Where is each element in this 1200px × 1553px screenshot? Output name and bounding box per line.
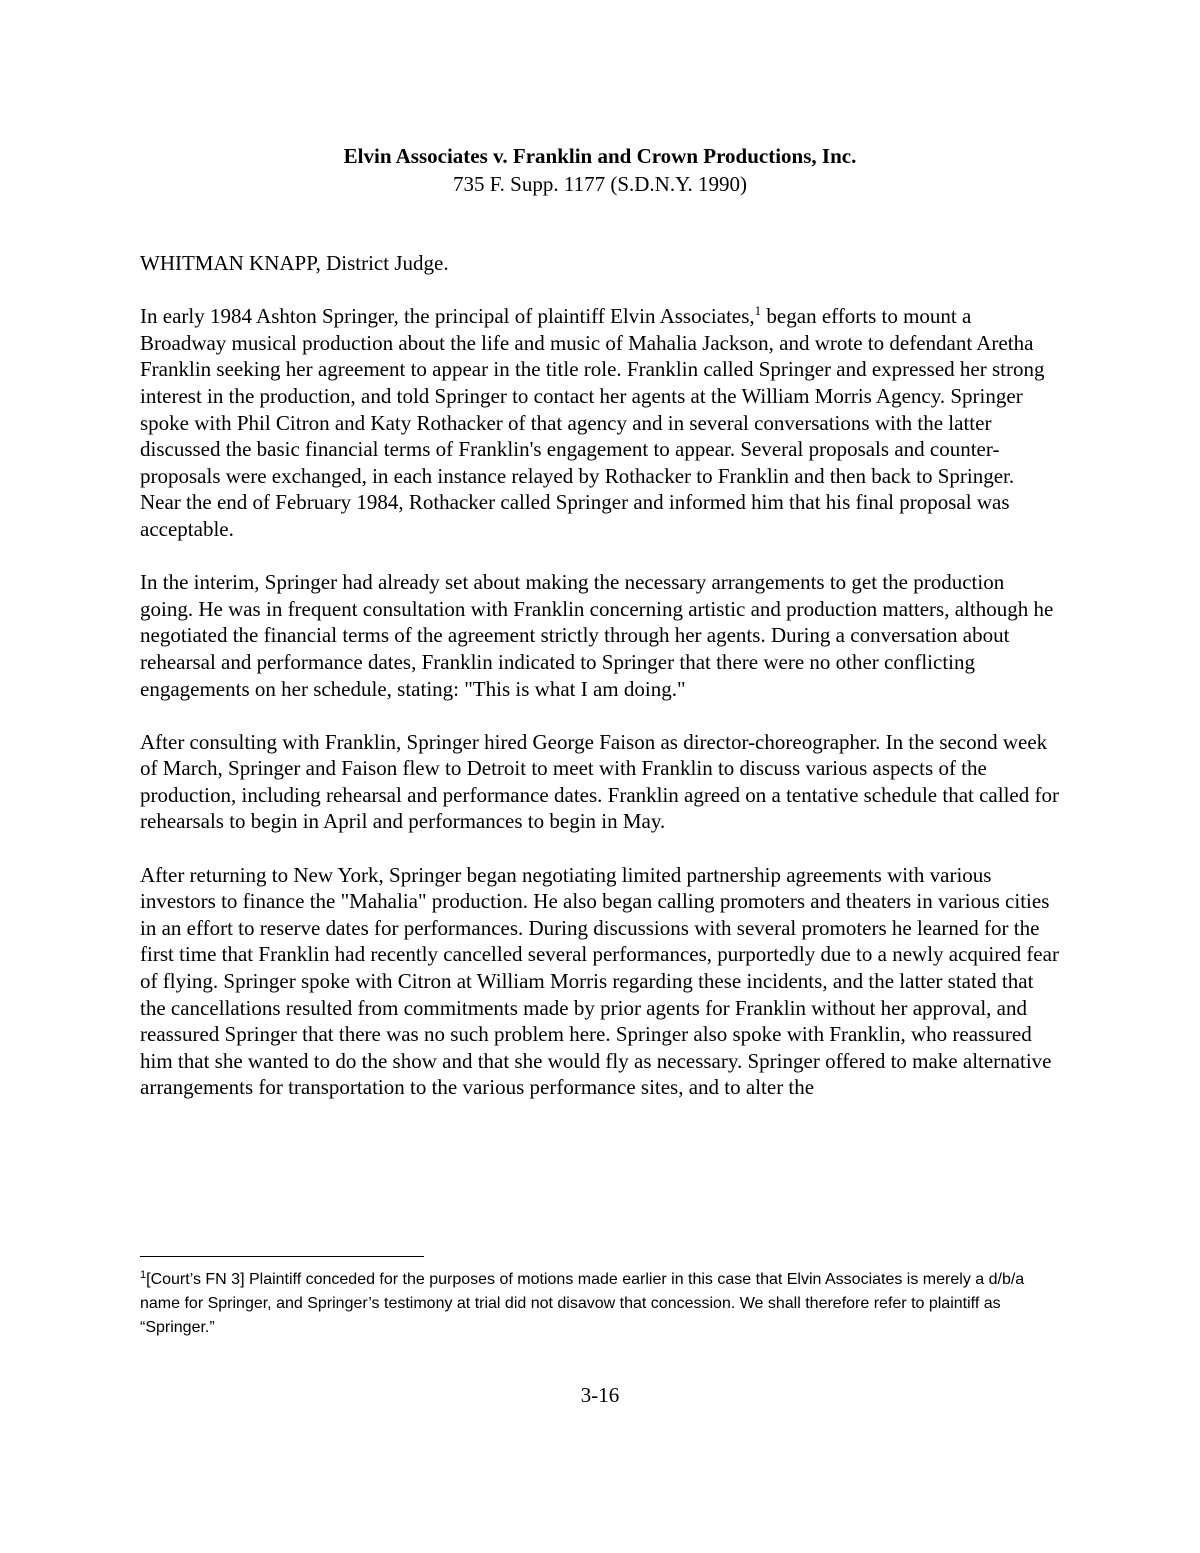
paragraph-1-rest: began efforts to mount a Broadway musical production about the life and music of Mahalia Jackson, and wrote to defendant Aretha Franklin seeking her agreement to appear in the title role. Franklin called Springer and expressed her strong interest in the production, and told Springer to contact her agents at the William Morris Agency. Springer spoke with Phil Citron and Katy Rothacker of that agency and in several conversations with the latter discussed the basic financial terms of Franklin's engagement to appear. Several proposals and counter-proposals were exchanged, in each instance relayed by Rothacker to Franklin and then back to Springer. Near the end of February 1984, Rothacker called Springer and informed him that his final proposal was acceptable. <box>140 304 1045 541</box>
paragraph-1 <box>140 303 1060 542</box>
case-citation: 735 F. Supp. 1177 (S.D.N.Y. 1990) <box>452 172 748 196</box>
paragraph-1-lead: In early 1984 Ashton Springer, the principal of plaintiff Elvin Associates, <box>140 304 755 329</box>
footnote-text: [Court’s FN 3] Plaintiff conceded for the purposes of motions made earlier in this case that Elvin Associates is merely a d/b/a name for Springer, and Springer’s testimony at trial did not disavow that concession. We shall therefore refer to plaintiff as “Springer.” <box>140 1271 1025 1336</box>
footnote-reference[interactable]: 1 <box>754 303 762 319</box>
paragraph-2: In the interim, Springer had already set about making the necessary arrangements to get the production going. He was in frequent consultation with Franklin concerning artistic and production matters, although he negotiated the financial terms of the agreement strictly through her agents. During a conversation about rehearsal and performance dates, Franklin indicated to Springer that there were no other conflicting engagements on her schedule, stating: "This is what I am doing." <box>140 570 1054 701</box>
footnote-marker: 1 <box>140 1269 147 1281</box>
paragraph-3: After consulting with Franklin, Springer hired George Faison as director-choreographer. In the second week of March, Springer and Faison flew to Detroit to meet with Franklin to discuss various aspects of the production, including rehearsal and performance dates. Franklin agreed on a tentative schedule that called for rehearsals to begin in April and performances to begin in May. <box>140 729 1059 834</box>
opinion-body <box>140 250 1060 1128</box>
paragraph-4: After returning to New York, Springer began negotiating limited partnership agreements with various investors to finance the "Mahalia" production. He also began calling promoters and theaters in various cities in an effort to reserve dates for performances. During discussions with several promoters he learned for the first time that Franklin had recently cancelled several performances, purportedly due to a newly acquired fear of flying. Springer spoke with Citron at William Morris regarding these incidents, and the latter stated that the cancellations resulted from commitments made by prior agents for Franklin without her approval, and reassured Springer that there was no such problem here. Springer also spoke with Franklin, who reassured him that she wanted to do the show and that she would fly as necessary. Springer offered to make alternative arrangements for transportation to the various performance sites, and to alter the <box>140 862 1059 1100</box>
case-title: Elvin Associates v. Franklin and Crown Productions, Inc. <box>343 144 857 168</box>
footnote <box>140 1268 1060 1340</box>
footnote-divider <box>140 1256 424 1257</box>
page-number: 3-16 <box>580 1383 620 1407</box>
case-heading <box>0 142 1200 198</box>
judge-line: WHITMAN KNAPP, District Judge. <box>140 251 449 275</box>
